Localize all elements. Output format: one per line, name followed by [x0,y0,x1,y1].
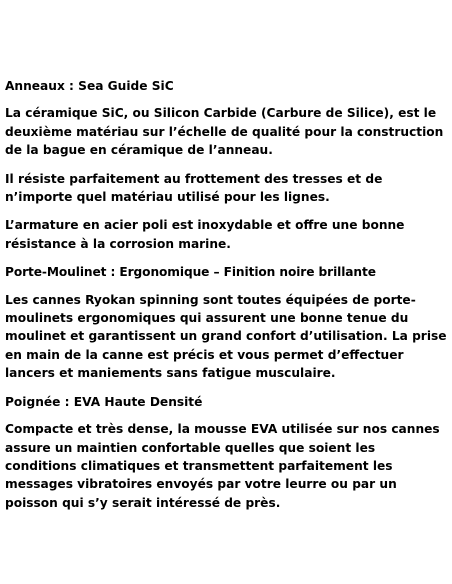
section-heading-handle: Poignée : EVA Haute Densité [5,394,203,409]
product-description [5,77,447,522]
reel-seat-paragraph: Les cannes Ryokan spinning sont toutes équipées de porte-moulinets ergonomiques qui assurent une bonne tenue du moulinet et garantissent un grand confort d’utilisation. La prise en main de la canne est précis et vous permet d’effectuer lancers et maniements sans fatigue musculaire. [5,292,447,381]
section-heading-rings: Anneaux : Sea Guide SiC [5,79,174,93]
section-heading-reel-seat: Porte-Moulinet : Ergonomique – Finition noire brillante [5,265,376,280]
rings-paragraph-friction: Il résiste parfaitement au frottement des tresses et de n’importe quel matériau utilisé pour les lignes. [5,171,383,205]
rings-paragraph-frame: L’armature en acier poli est inoxydable et offre une bonne résistance à la corrosion marine. [5,218,405,251]
handle-paragraph: Compacte et très dense, la mousse EVA utilisée sur nos cannes assure un maintien confortable quelles que soient les conditions climatiques et transmettent parfaitement les messages vibratoires envoyés par votre leurre ou par un poisson qui s’y serait intéressé de près. [5,422,440,510]
rings-paragraph-ceramic: La céramique SiC, ou Silicon Carbide (Carbure de Silice), est le deuxième matériau sur l’échelle de qualité pour la construction de la bague en céramique de l’anneau. [5,106,444,158]
